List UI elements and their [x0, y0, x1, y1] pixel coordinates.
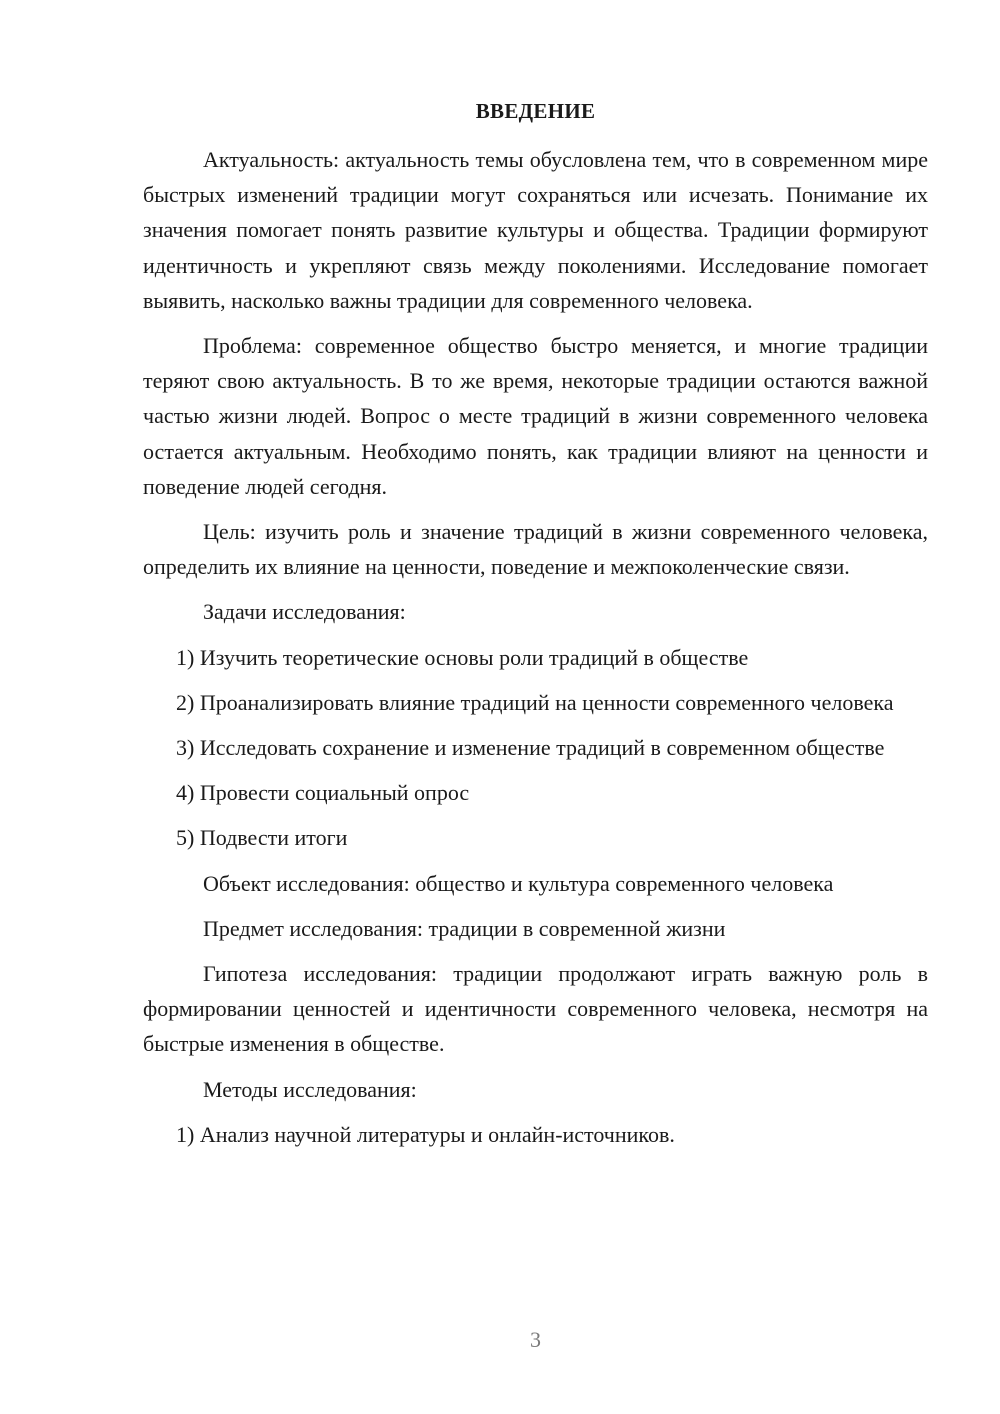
document-body	[143, 142, 928, 1152]
list-item-method-1: 1) Анализ научной литературы и онлайн-источников.	[176, 1121, 675, 1147]
list-item-task-5: 5) Подвести итоги	[176, 825, 348, 851]
list-item-task-2: 2) Проанализировать влияние традиций на ценности современного человека	[176, 689, 894, 715]
list-item-task-3: 3) Исследовать сохранение и изменение традиций в современном обществе	[176, 735, 885, 761]
document-page	[143, 0, 928, 1414]
paragraph-object: Объект исследования: общество и культура современного человека	[203, 870, 834, 896]
list-item-task-4: 4) Провести социальный опрос	[176, 780, 470, 806]
methods-heading: Методы исследования:	[203, 1076, 417, 1102]
paragraph-problem: Проблема: современное общество быстро меняется, и многие традиции теряют свою актуальность. В то же время, некоторые традиции остаются важной частью жизни людей. Вопрос о месте традиций в жизни современного человека остается актуальным. Необходимо понять, как традиции влияют на ценности и поведение людей сегодня.	[143, 333, 928, 499]
list-item-task-1: 1) Изучить теоретические основы роли традиций в обществе	[176, 644, 749, 670]
paragraph-hypothesis: Гипотеза исследования: традиции продолжают играть важную роль в формировании ценностей и идентичности современного человека, несмотря на быстрые изменения в обществе.	[143, 961, 928, 1057]
tasks-heading: Задачи исследования:	[203, 599, 406, 625]
paragraph-goal: Цель: изучить роль и значение традиций в жизни современного человека, определить их влияние на ценности, поведение и межпоколенческие связи.	[143, 519, 928, 580]
paragraph-relevance: Актуальность: актуальность темы обусловлена тем, что в современном мире быстрых изменений традиции могут сохраняться или исчезать. Понимание их значения помогает понять развитие культуры и общества. Традиции формируют идентичность и укрепляют связь между поколениями. Исследование помогает выявить, насколько важны традиции для современного человека.	[143, 147, 928, 313]
section-title: ВВЕДЕНИЕ	[475, 99, 596, 123]
page-number: 3	[530, 1327, 541, 1352]
paragraph-subject: Предмет исследования: традиции в современной жизни	[203, 915, 726, 941]
